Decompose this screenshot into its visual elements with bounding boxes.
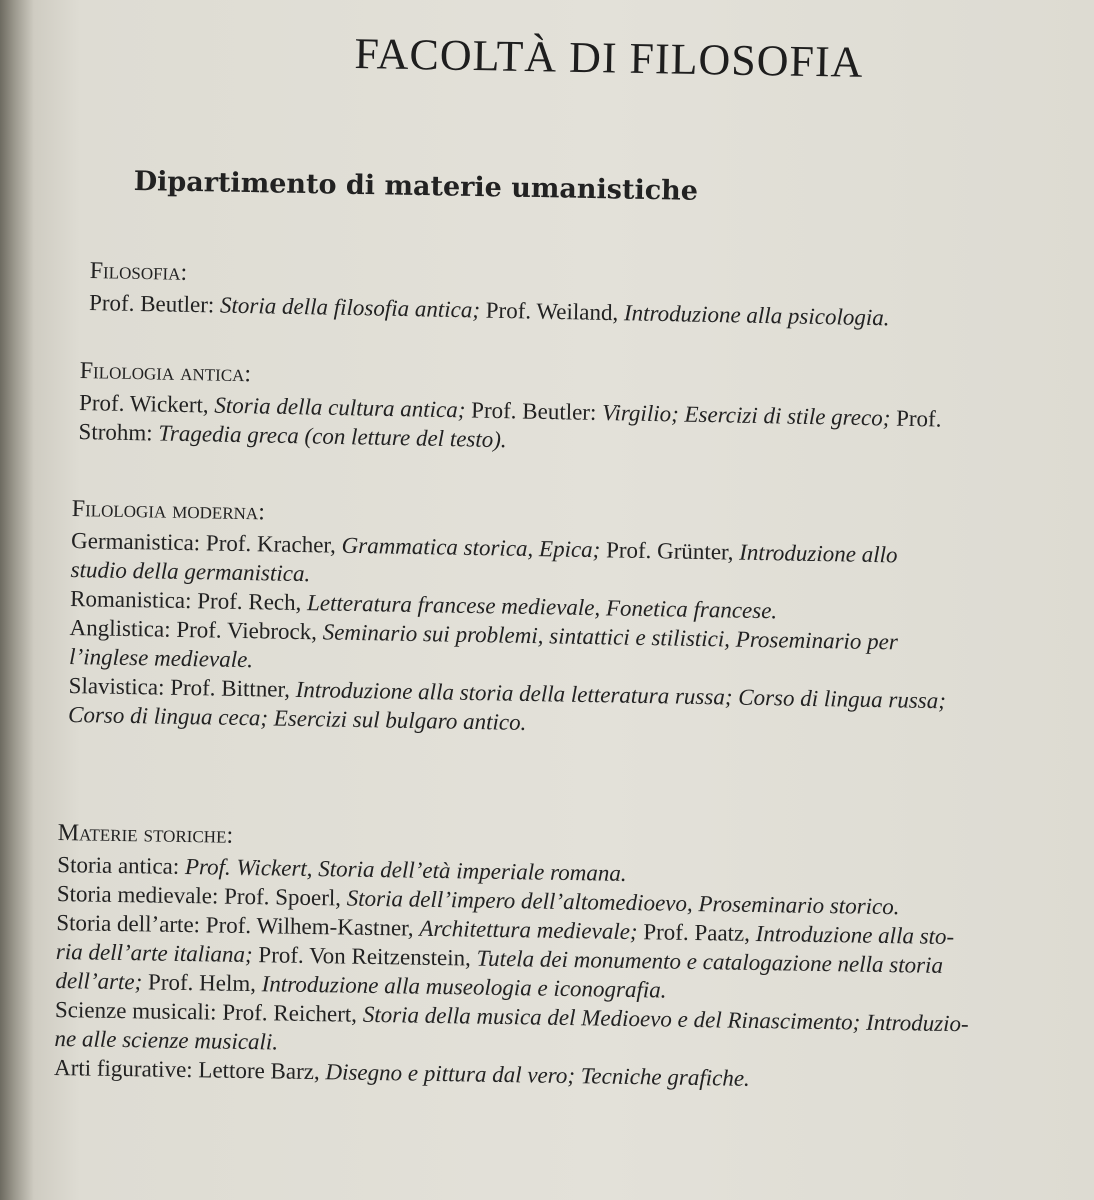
text-line: Slavistica: Prof. Bittner, Introduzione alla storia della letteratura russa; Corso di lingua russa;	[68, 672, 947, 714]
section-filologia-antica	[78, 356, 942, 463]
text-line: Storia dell’arte: Prof. Wilhem-Kastner, Architettura medievale; Prof. Paatz, Introduzione alla sto-	[56, 909, 955, 950]
text-line: Storia medievale: Prof. Spoerl, Storia dell’impero dell’altomedioevo, Proseminario storico.	[56, 880, 900, 920]
text-line: Prof. Beutler: Storia della filosofia antica; Prof. Weiland, Introduzione alla psicologia.	[88, 289, 890, 331]
text-line: Germanistica: Prof. Kracher, Grammatica storica, Epica; Prof. Grünter, Introduzione allo	[70, 527, 898, 568]
text-line: Corso di lingua ceca; Esercizi sul bulgaro antico.	[67, 701, 527, 735]
section-heading: Materie storiche:	[57, 819, 234, 849]
text-line: l’inglese medievale.	[68, 643, 254, 673]
section-filosofia	[89, 256, 891, 332]
page-title: FACOLTÀ DI FILOSOFIA	[354, 28, 864, 87]
section-heading: Filologia antica:	[79, 357, 252, 388]
section-heading: Filologia moderna:	[71, 495, 266, 526]
text-line: Scienze musicali: Prof. Reichert, Storia della musica del Medioevo e del Rinascimento; Introduzio-	[54, 996, 969, 1037]
text-line: Anglistica: Prof. Viebrock, Seminario sui problemi, sintattici e stilistici, Proseminario per	[69, 614, 899, 655]
section-filologia-moderna	[68, 494, 949, 744]
text-line: ne alle scienze musicali.	[54, 1025, 279, 1055]
text-line: ria dell’arte italiana; Prof. Von Reitzenstein, Tutela dei monumento e catalogazione nella storia	[55, 938, 944, 978]
text-line: Strohm: Tragedia greca (con letture del testo).	[78, 418, 507, 453]
section-materie-storiche	[54, 818, 972, 1096]
department-heading: Dipartimento di materie umanistiche	[133, 166, 699, 207]
text-line: Storia antica: Prof. Wickert, Storia dell’età imperiale romana.	[57, 851, 627, 886]
text-line: Arti figurative: Lettore Barz, Disegno e pittura dal vero; Tecniche grafiche.	[53, 1054, 750, 1091]
text-line: studio della germanistica.	[70, 556, 311, 587]
section-heading: Filosofia:	[89, 257, 188, 286]
text-line: dell’arte; Prof. Helm, Introduzione alla museologia e iconografia.	[55, 967, 667, 1003]
text-line: Romanistica: Prof. Rech, Letteratura francese medievale, Fonetica francese.	[69, 585, 778, 624]
text-line: Prof. Wickert, Storia della cultura antica; Prof. Beutler: Virgilio; Esercizi di stile greco; Prof.	[78, 389, 942, 432]
